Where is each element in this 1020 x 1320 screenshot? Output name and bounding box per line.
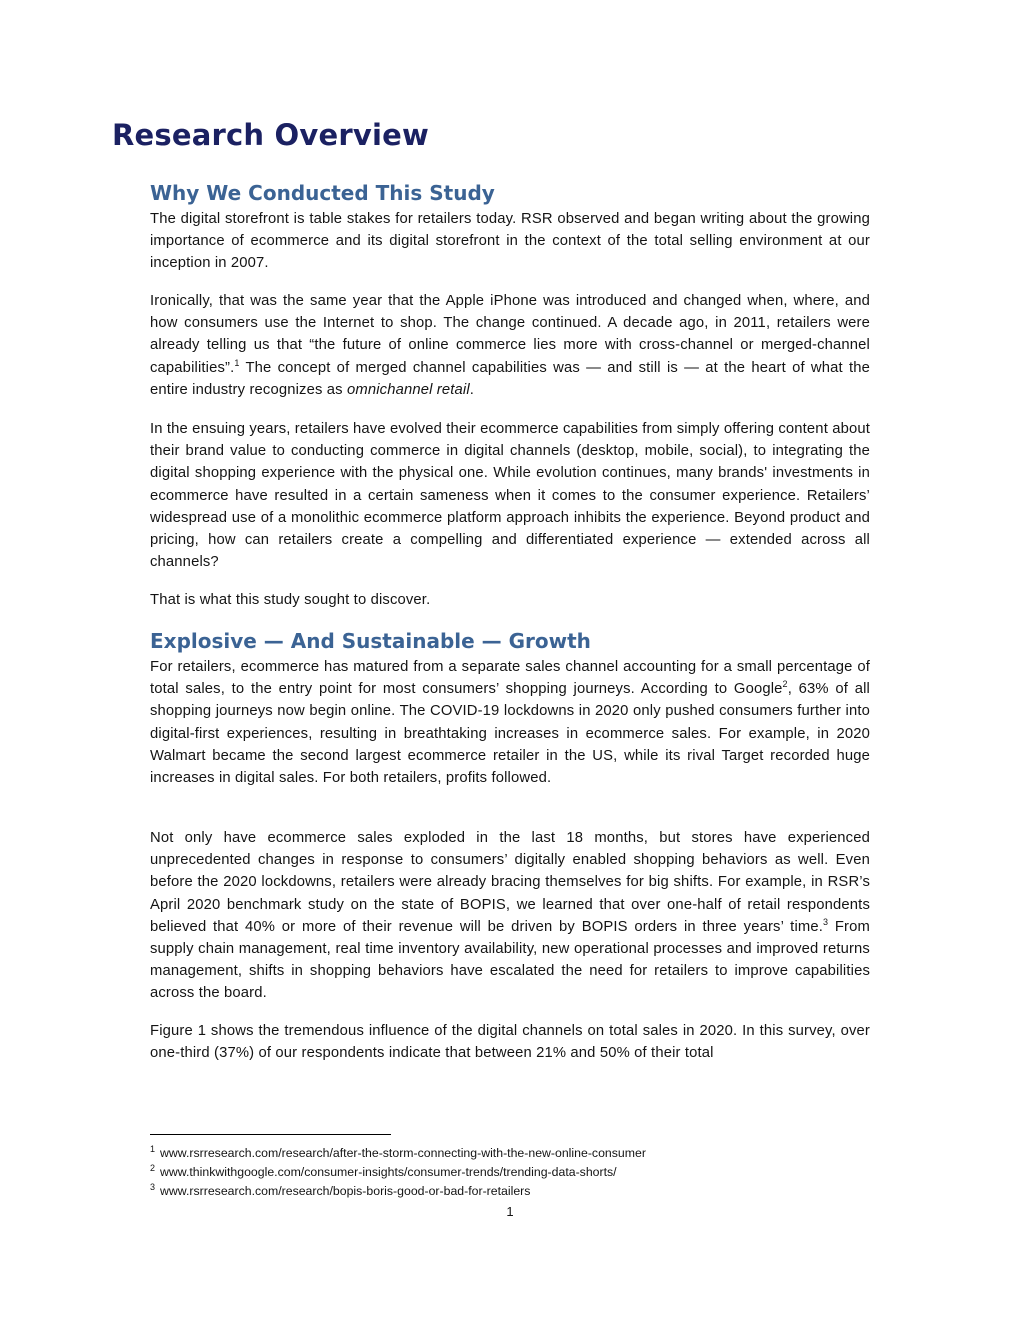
- footnote-link[interactable]: www.rsrresearch.com/research/bopis-boris-good-or-bad-for-retailers: [160, 1184, 531, 1198]
- footnotes: [150, 1144, 870, 1201]
- paragraph: [150, 290, 870, 401]
- paragraph: [150, 827, 870, 1005]
- footnote-ref: 1: [234, 357, 240, 368]
- section-growth: [150, 627, 870, 655]
- footnote-divider: [150, 1134, 391, 1135]
- paragraph: The digital storefront is table stakes for retailers today. RSR observed and began writing about the growing importance of ecommerce and its digital storefront in the context of the total selling environment at our inception in 2007.: [150, 211, 870, 272]
- paragraph-text: From supply chain management, real time inventory availability, new operational processes and improved returns management, shifts in shopping behaviors have escalated the need for retailers to improve capabilities across the board.: [150, 918, 870, 1002]
- paragraph-text: Not only have ecommerce sales exploded in the last 18 months, but stores have experienced unprecedented changes in response to consumers’ digitally enabled shopping behaviors as well. Even before the 2020 lockdowns, retailers were already bracing themselves for big shifts. For example, in RSR’s April 2020 benchmark study on the state of BOPIS, we learned that over one-half of retail respondents believed that 40% or more of their revenue will be driven by BOPIS orders in three years’ time.: [150, 830, 870, 935]
- paragraph: [150, 656, 870, 789]
- paragraph-text: For retailers, ecommerce has matured from a separate sales channel accounting for a small percentage of total sales, to the entry point for most consumers’ shopping journeys. According to Google: [150, 659, 870, 698]
- footnote-link[interactable]: www.thinkwithgoogle.com/consumer-insights/consumer-trends/trending-data-shorts/: [160, 1165, 617, 1179]
- emphasis-text: omnichannel retail: [346, 381, 470, 398]
- paragraph-text: .: [469, 381, 475, 398]
- paragraph: That is what this study sought to discover.: [150, 592, 431, 608]
- paragraph-text: Ironically, that was the same year that the Apple iPhone was introduced and changed when, where, and how consumers use the Internet to shop. The change continued. A decade ago, in 2011, retailers were already telling us that “the future of online commerce lies more with cross-channel or merged-channel capabilities”.: [150, 293, 870, 376]
- footnote-ref: 2: [782, 679, 788, 690]
- paragraph-text: , 63% of all shopping journeys now begin online. The COVID-19 lockdowns in 2020 only pushed consumers further into digital-first experiences, resulting in breathtaking increases in ecommerce sales. For example, in 2020 Walmart became the second largest ecommerce retailer in the US, while its rival Target recorded huge increases in digital sales. For both retailers, profits followed.: [150, 681, 870, 787]
- section-heading-growth: Explosive — And Sustainable — Growth: [150, 629, 591, 653]
- paragraph-text: The concept of merged channel capabilities was — and still is — at the heart of what the entire industry recognizes as: [150, 359, 870, 398]
- footnote-link[interactable]: www.rsrresearch.com/research/after-the-storm-connecting-with-the-new-online-consumer: [160, 1146, 646, 1160]
- page-title: Research Overview: [112, 118, 429, 152]
- footnote-ref: 3: [823, 916, 829, 927]
- footnote: [150, 1144, 870, 1163]
- paragraph: Figure 1 shows the tremendous influence of the digital channels on total sales in 2020. In this survey, over one-third (37%) of our respondents indicate that between 21% and 50% of their total: [150, 1023, 870, 1062]
- footnote: [150, 1163, 870, 1182]
- section-why-study: [150, 179, 870, 207]
- page-number: 1: [506, 1204, 514, 1219]
- footnote-number: 2: [150, 1162, 156, 1173]
- footnote: [150, 1182, 870, 1201]
- section-heading-why-study: Why We Conducted This Study: [150, 181, 495, 205]
- footnote-number: 3: [150, 1181, 156, 1192]
- paragraph: In the ensuing years, retailers have evolved their ecommerce capabilities from simply offering content about their brand value to conducting commerce in digital channels (desktop, mobile, social), to integrating the digital shopping experience with the physical one. While evolution continues, many brands' investments in ecommerce have resulted in a certain sameness when it comes to the consumer experience. Retailers’ widespread use of a monolithic ecommerce platform approach inhibits the experience. Beyond product and pricing, how can retailers create a compelling and differentiated experience — extended across all channels?: [150, 421, 870, 571]
- footnote-number: 1: [150, 1143, 156, 1154]
